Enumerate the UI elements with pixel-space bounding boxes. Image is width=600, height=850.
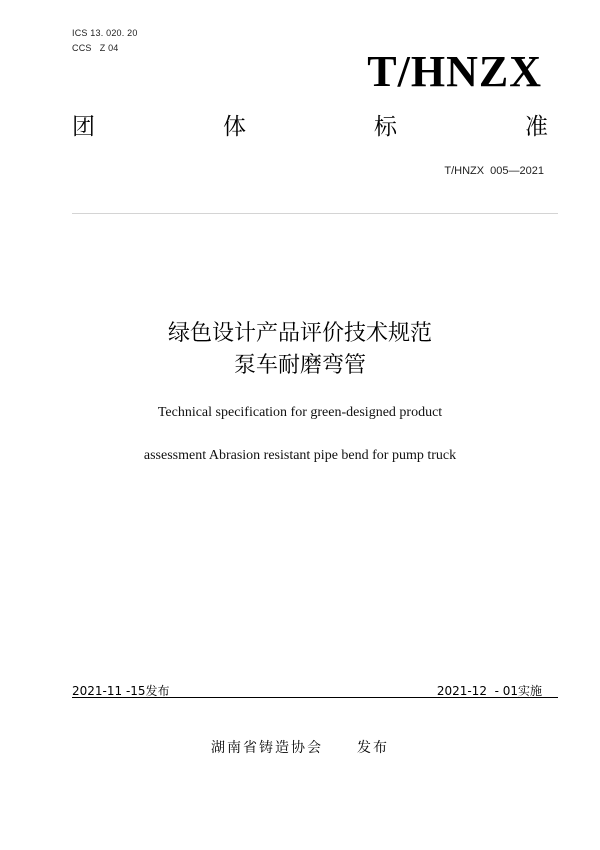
standard-type-heading <box>72 116 548 139</box>
standard-number: T/HNZX 005—2021 <box>444 165 544 177</box>
publisher-name: 湖南省铸造协会 <box>211 740 323 756</box>
publisher-line <box>0 737 600 757</box>
publisher-action: 发布 <box>357 740 389 756</box>
chinese-title-line1: 绿色设计产品评价技术规范 <box>167 321 432 346</box>
standard-logo: T/HNZX <box>367 47 542 96</box>
ics-code: ICS 13. 020. 20 <box>72 28 138 38</box>
chinese-title-line2: 泵车耐磨弯管 <box>233 353 366 378</box>
standard-type-char: 团 <box>72 114 95 140</box>
standard-type-char: 体 <box>223 114 246 140</box>
english-title-line1: Technical specification for green-designed product <box>157 405 443 420</box>
bottom-divider <box>72 697 558 698</box>
issue-date: 2021-11 -15发布 <box>72 684 170 698</box>
english-title-line2: assessment Abrasion resistant pipe bend for pump truck <box>143 448 457 463</box>
standard-type-char: 准 <box>525 114 548 140</box>
standard-type-char: 标 <box>374 114 397 140</box>
top-divider <box>72 213 558 214</box>
chinese-title <box>0 318 600 382</box>
implementation-date: 2021-12 - 01实施 <box>436 684 542 698</box>
ccs-code: CCS Z 04 <box>72 43 119 53</box>
